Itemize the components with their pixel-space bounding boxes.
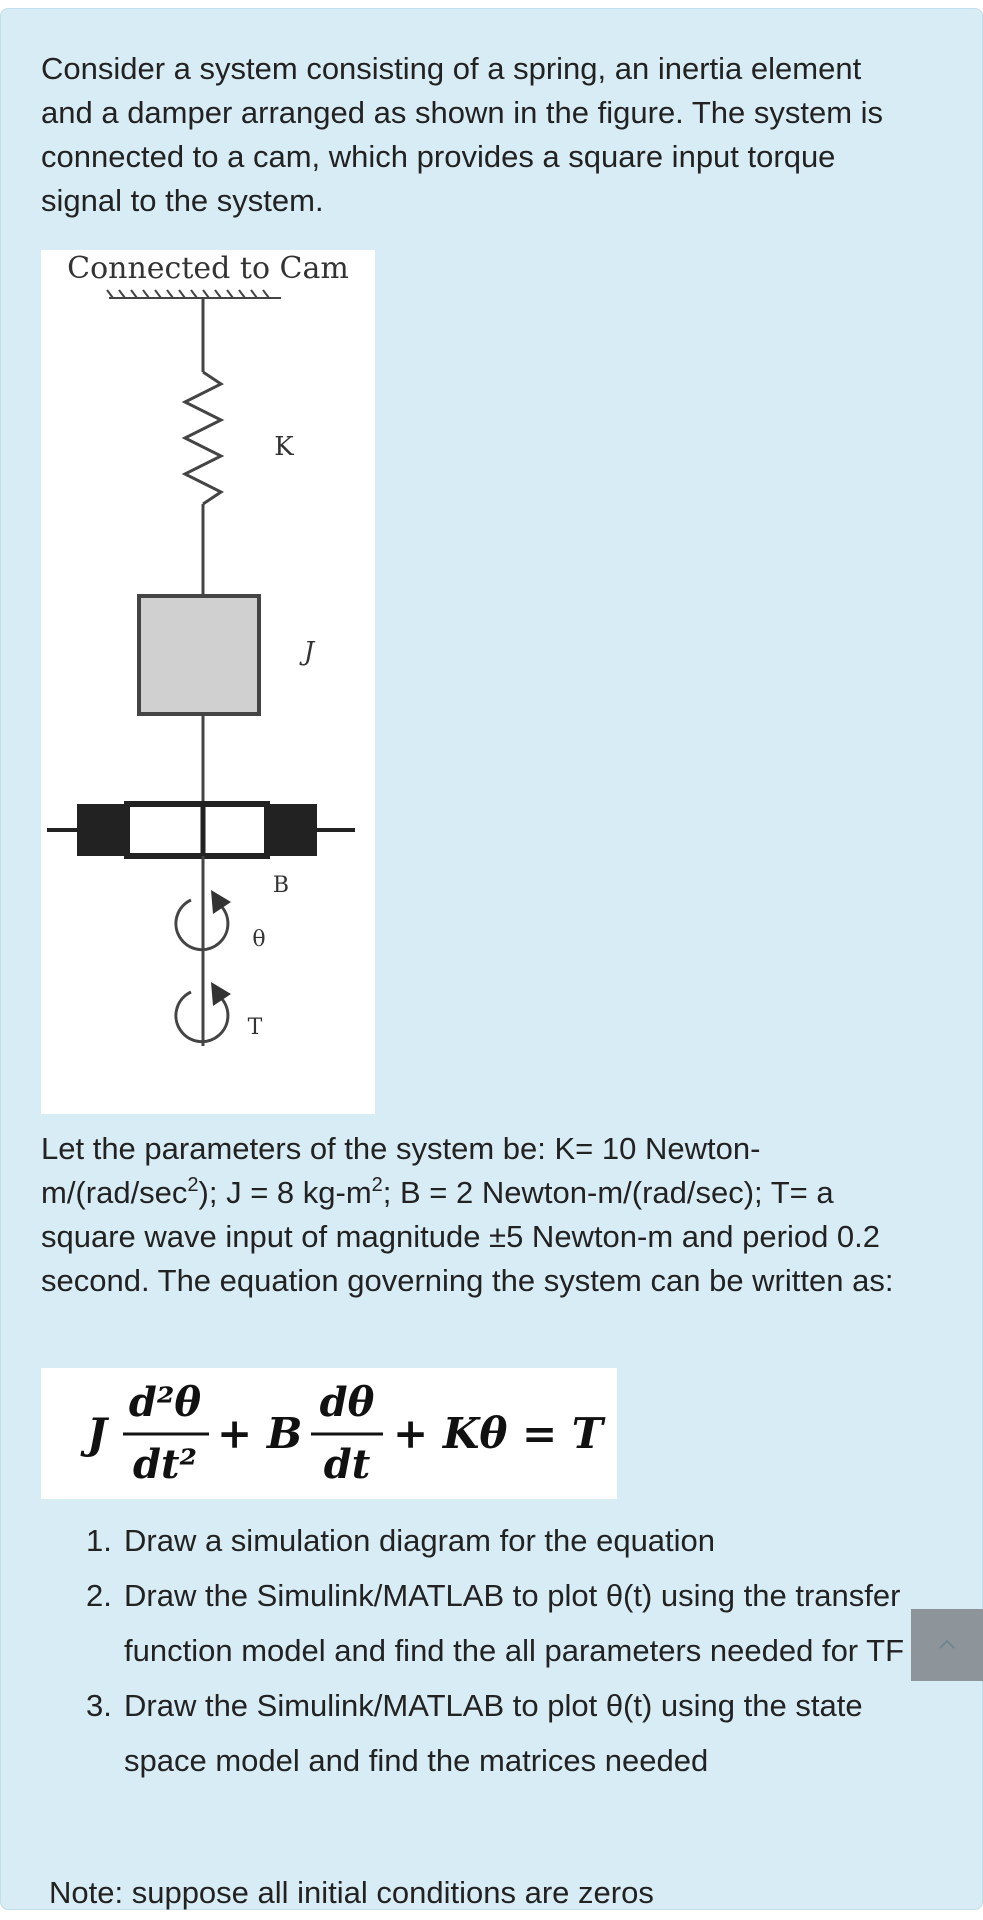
figure-label-cam: Connected to Cam — [67, 251, 349, 286]
spring-k — [185, 372, 221, 504]
cam-mount-hatch — [107, 290, 281, 298]
equation-j: J — [87, 1409, 107, 1458]
parameters-text-b: ); J = 8 kg-m — [198, 1175, 372, 1210]
list-item-number: 2. — [86, 1578, 112, 1613]
note-text: Note: suppose all initial conditions are zeros — [49, 1875, 654, 1910]
list-item-text: Draw the Simulink/MATLAB to plot θ(t) using the transfer function model and find the all parameters needed for TF — [124, 1578, 905, 1668]
system-figure — [41, 250, 375, 1114]
equation-plus-b: + B — [217, 1409, 303, 1458]
equation-rest: + Kθ = T — [393, 1409, 604, 1458]
intro-paragraph: Consider a system consisting of a spring, an inertia element and a damper arranged as shown in the figure. The system is connected to a cam, which provides a square input torque signal to the system. — [41, 51, 884, 218]
list-item — [86, 1513, 906, 1568]
chevron-up-icon — [935, 1633, 959, 1657]
list-item — [86, 1568, 906, 1678]
parameters-sup-b: 2 — [371, 1174, 383, 1196]
torque-label: T — [247, 1015, 263, 1040]
list-item — [86, 1678, 906, 1788]
equation-num2: dθ — [319, 1379, 375, 1426]
list-item-text: Draw the Simulink/MATLAB to plot θ(t) using the state space model and find the matrices needed — [124, 1688, 863, 1778]
inertia-block-j — [139, 596, 259, 714]
equation-num1: d²θ — [128, 1379, 202, 1426]
damper-label: B — [272, 873, 290, 898]
governing-equation — [41, 1368, 617, 1499]
equation-den1: dt² — [133, 1441, 197, 1488]
angle-label: θ — [252, 927, 266, 952]
spring-label: K — [274, 432, 294, 462]
parameters-sup-a: 2 — [187, 1174, 199, 1196]
question-list — [86, 1513, 906, 1788]
parameters-text-a: Let the parameters of the system be: K= 10 Newton-m/(rad/sec — [41, 1131, 761, 1210]
list-item-number: 1. — [86, 1523, 112, 1558]
damper-b — [47, 804, 355, 856]
parameters-text-c: ; B = 2 Newton-m/(rad/sec); T= a square wave input of magnitude ±5 Newton-m and period 0.2 second. The equation governing the system can be written as: — [41, 1175, 894, 1298]
question-card — [0, 8, 983, 1910]
parameters-paragraph — [41, 1127, 921, 1303]
equation-den2: dt — [323, 1441, 371, 1488]
list-item-number: 3. — [86, 1688, 112, 1723]
inertia-label: J — [303, 637, 315, 667]
list-item-text: Draw a simulation diagram for the equation — [124, 1523, 716, 1558]
scroll-to-top-button[interactable] — [911, 1609, 983, 1681]
